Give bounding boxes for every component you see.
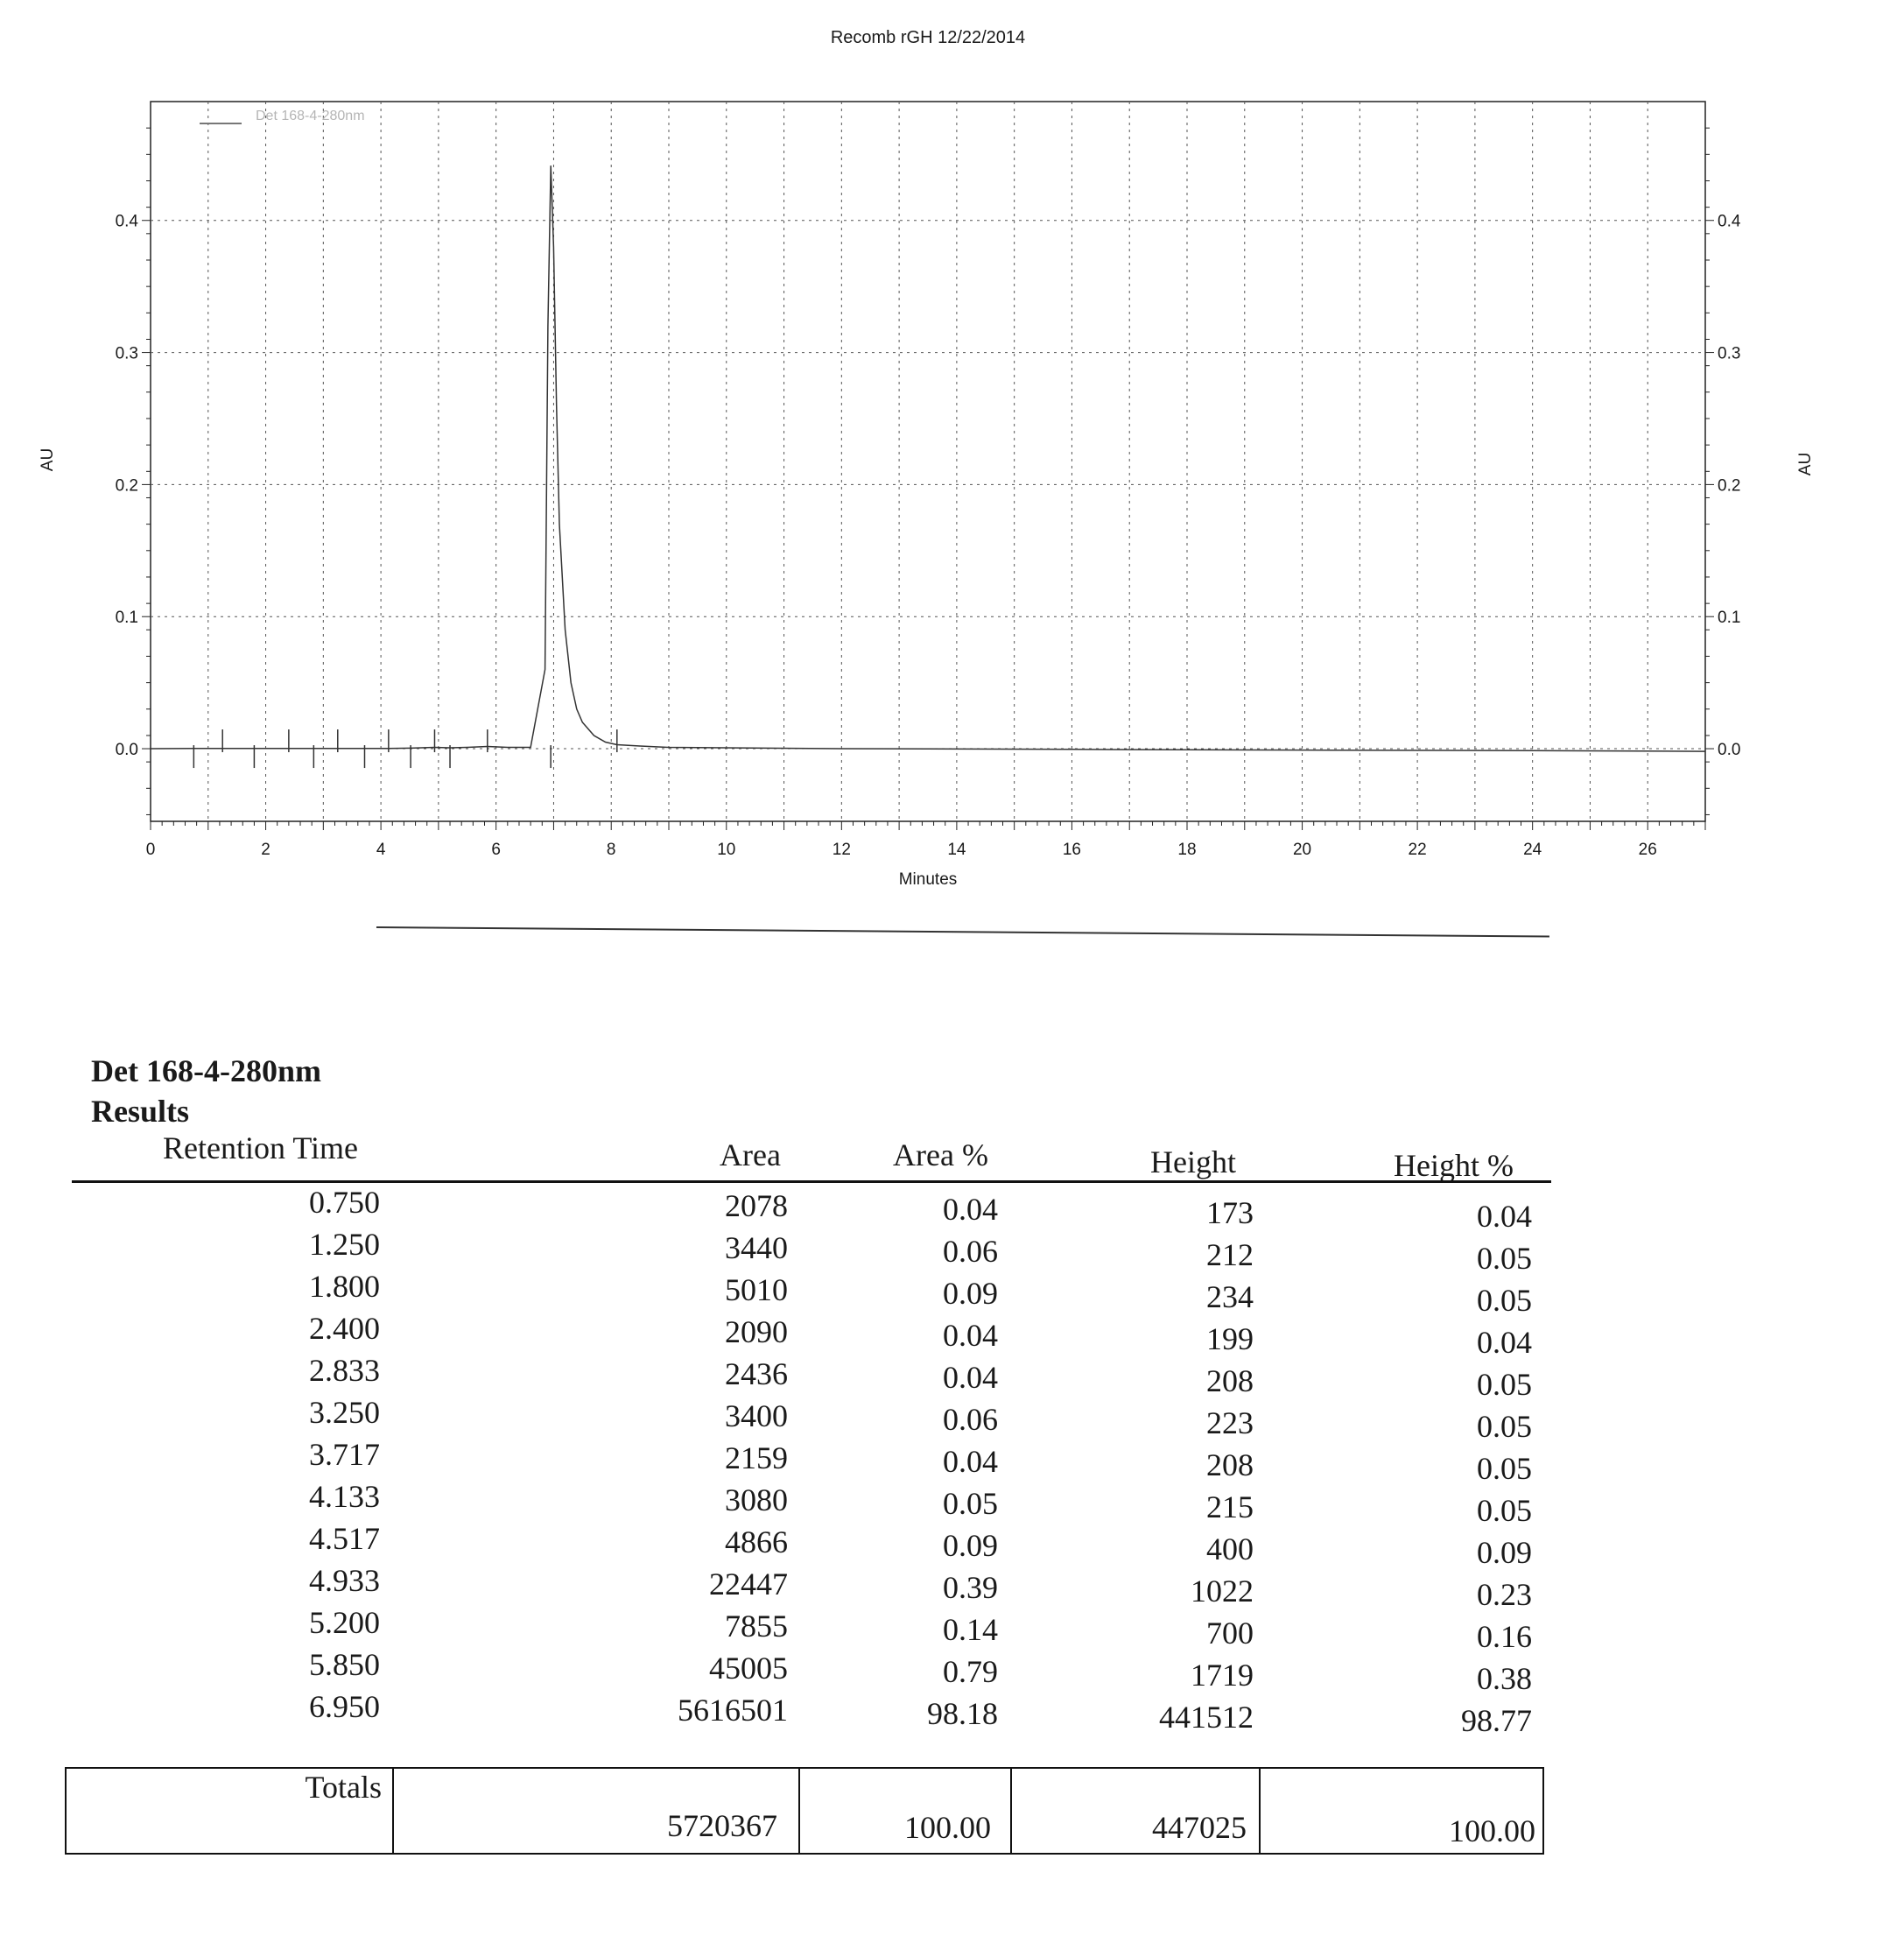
y-axis-label-right: AU: [1796, 452, 1815, 476]
y-tick-label: 0.4: [115, 212, 138, 231]
cell-retention-time: 4.133: [309, 1479, 380, 1514]
cell-retention-time: 5.850: [309, 1647, 380, 1682]
chromatogram-chart: [0, 0, 1904, 946]
header-retention-time: Retention Time: [163, 1130, 359, 1165]
x-tick-label: 4: [376, 841, 386, 859]
cell-height: 173: [1206, 1195, 1254, 1230]
cell-height: 208: [1206, 1447, 1254, 1482]
header-height: Height: [1150, 1144, 1236, 1179]
cell-height: 400: [1206, 1531, 1254, 1566]
cell-height: 208: [1206, 1363, 1254, 1398]
cell-area-pct: 0.39: [943, 1570, 998, 1605]
y-axis-label: AU: [39, 447, 57, 472]
cell-area-pct: 0.09: [943, 1276, 998, 1311]
y-tick-label: 0.1: [115, 609, 138, 628]
results-heading: [91, 1051, 321, 1131]
cell-retention-time: 2.400: [309, 1311, 380, 1346]
cell-area: 4866: [725, 1524, 788, 1559]
cell-height-pct: 0.05: [1477, 1283, 1532, 1318]
cell-area: 2090: [725, 1314, 788, 1349]
x-tick-label: 8: [606, 841, 616, 859]
cell-height: 212: [1206, 1237, 1254, 1272]
x-tick-label: 6: [491, 841, 501, 859]
cell-height: 1719: [1191, 1658, 1254, 1693]
cell-area: 2436: [725, 1356, 788, 1391]
cell-height-pct: 98.77: [1461, 1703, 1532, 1738]
cell-retention-time: 2.833: [309, 1353, 380, 1388]
cell-height-pct: 0.05: [1477, 1241, 1532, 1276]
cell-height-pct: 0.04: [1477, 1199, 1532, 1234]
cell-retention-time: 3.250: [309, 1395, 380, 1430]
cell-retention-time: 1.800: [309, 1269, 380, 1304]
cell-area-pct: 0.14: [943, 1612, 998, 1647]
cell-area-pct: 0.04: [943, 1192, 998, 1227]
cell-retention-time: 0.750: [309, 1185, 380, 1220]
y-tick-label-right: 0.2: [1718, 476, 1741, 496]
cell-retention-time: 4.933: [309, 1563, 380, 1598]
cell-area-pct: 0.04: [943, 1444, 998, 1479]
y-tick-label-right: 0.1: [1718, 609, 1741, 628]
x-tick-label: 0: [145, 841, 156, 859]
cell-height: 441512: [1159, 1700, 1254, 1735]
cell-retention-time: 3.717: [309, 1437, 380, 1472]
y-tick-label: 0.2: [115, 476, 138, 496]
header-area: Area: [720, 1137, 781, 1172]
x-tick-label: 14: [947, 841, 966, 859]
cell-area-pct: 98.18: [927, 1696, 998, 1731]
cell-area: 5010: [725, 1272, 788, 1307]
cell-retention-time: 5.200: [309, 1605, 380, 1640]
totals-label: Totals: [305, 1770, 382, 1805]
cell-height-pct: 0.23: [1477, 1577, 1532, 1612]
cell-area: 3400: [725, 1398, 788, 1433]
cell-area-pct: 0.06: [943, 1234, 998, 1269]
cell-height-pct: 0.05: [1477, 1409, 1532, 1444]
chart-title: Recomb rGH 12/22/2014: [830, 28, 1026, 47]
header-area-pct: Area %: [893, 1137, 988, 1172]
cell-height: 234: [1206, 1279, 1254, 1314]
results-label: Results: [91, 1094, 190, 1129]
cell-area-pct: 0.04: [943, 1318, 998, 1353]
y-tick-label: 0.3: [115, 344, 138, 363]
cell-area: 3440: [725, 1230, 788, 1265]
totals-height-pct: 100.00: [1449, 1813, 1535, 1848]
cell-height-pct: 0.05: [1477, 1451, 1532, 1486]
cell-area: 45005: [709, 1651, 788, 1686]
x-tick-label: 2: [261, 841, 270, 859]
cell-area-pct: 0.05: [943, 1486, 998, 1521]
detector-name: Det 168-4-280nm: [91, 1053, 321, 1088]
chromatogram-trace: [151, 165, 1705, 751]
x-tick-label: 24: [1523, 841, 1542, 859]
x-tick-label: 12: [832, 841, 851, 859]
totals-area: 5720367: [667, 1808, 777, 1843]
x-tick-label: 10: [717, 841, 736, 859]
x-axis-label: Minutes: [898, 870, 958, 889]
cell-height: 700: [1206, 1616, 1254, 1651]
cell-height: 223: [1206, 1405, 1254, 1440]
cell-height-pct: 0.38: [1477, 1661, 1532, 1696]
y-tick-label-right: 0.4: [1718, 212, 1741, 231]
cell-area: 3080: [725, 1482, 788, 1517]
cell-area: 2159: [725, 1440, 788, 1475]
header-height-pct: Height %: [1394, 1148, 1514, 1183]
totals-height: 447025: [1152, 1810, 1247, 1845]
cell-height-pct: 0.09: [1477, 1535, 1532, 1570]
cell-area-pct: 0.06: [943, 1402, 998, 1437]
totals-divider: [1259, 1769, 1261, 1853]
totals-divider: [1010, 1769, 1012, 1853]
cell-height: 1022: [1191, 1573, 1254, 1609]
cell-retention-time: 1.250: [309, 1227, 380, 1262]
cell-area-pct: 0.09: [943, 1528, 998, 1563]
cell-area: 2078: [725, 1188, 788, 1223]
x-tick-label: 18: [1177, 841, 1197, 859]
cell-height: 199: [1206, 1321, 1254, 1356]
cell-area: 22447: [709, 1566, 788, 1602]
legend-entry: Det 168-4-280nm: [256, 109, 365, 123]
cell-area-pct: 0.04: [943, 1360, 998, 1395]
cell-height-pct: 0.16: [1477, 1619, 1532, 1654]
cell-area: 5616501: [678, 1693, 788, 1728]
totals-area-pct: 100.00: [904, 1810, 991, 1845]
y-tick-label-right: 0.3: [1718, 344, 1741, 363]
totals-box: [65, 1767, 1544, 1855]
y-tick-label: 0.0: [115, 741, 138, 760]
cell-height-pct: 0.05: [1477, 1493, 1532, 1528]
cell-retention-time: 4.517: [309, 1521, 380, 1556]
x-tick-label: 20: [1292, 841, 1312, 859]
cell-height-pct: 0.05: [1477, 1367, 1532, 1402]
cell-height-pct: 0.04: [1477, 1325, 1532, 1360]
y-tick-label-right: 0.0: [1718, 741, 1741, 760]
x-tick-label: 16: [1062, 841, 1082, 859]
cell-area-pct: 0.79: [943, 1654, 998, 1689]
x-tick-label: 26: [1638, 841, 1657, 859]
cell-area: 7855: [725, 1609, 788, 1644]
cell-retention-time: 6.950: [309, 1689, 380, 1724]
totals-divider: [392, 1769, 394, 1853]
x-tick-label: 22: [1408, 841, 1427, 859]
header-rule: [72, 1180, 1551, 1183]
cell-height: 215: [1206, 1489, 1254, 1524]
plot-frame: [151, 102, 1705, 821]
